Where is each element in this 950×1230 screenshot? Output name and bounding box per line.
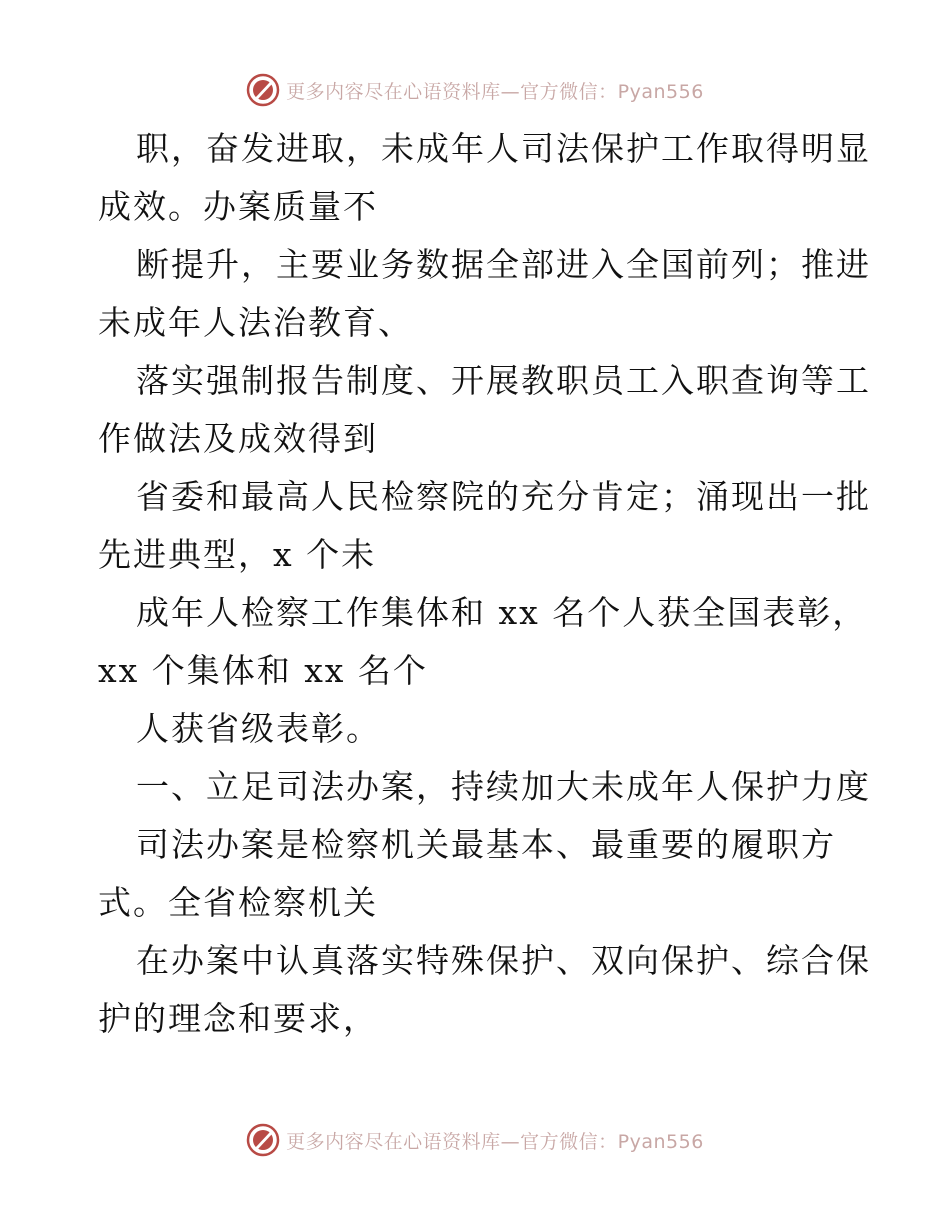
body-line: 先进典型，x 个未	[98, 535, 377, 574]
watermark-text: 更多内容尽在心语资料库—官方微信：Pyan556	[286, 1130, 704, 1153]
body-line: 护的理念和要求，	[98, 999, 378, 1038]
body-line: 作做法及成效得到	[98, 419, 378, 458]
body-line: 成效。办案质量不	[98, 187, 378, 226]
document-body	[98, 120, 871, 1048]
body-line: 成年人检察工作集体和 xx 名个人获全国表彰，	[136, 593, 868, 632]
body-line: 断提升，主要业务数据全部进入全国前列；推进	[136, 245, 871, 284]
section-heading: 一、立足司法办案，持续加大未成年人保护力度	[136, 767, 871, 806]
pen-logo-icon	[246, 73, 280, 107]
footer-watermark	[0, 1120, 950, 1160]
body-line: xx 个集体和 xx 名个	[98, 651, 428, 690]
body-line: 人获省级表彰。	[136, 709, 381, 748]
body-line: 在办案中认真落实特殊保护、双向保护、综合保	[136, 941, 871, 980]
body-line: 落实强制报告制度、开展教职员工入职查询等工	[136, 361, 871, 400]
body-line: 未成年人法治教育、	[98, 303, 413, 342]
body-line: 司法办案是检察机关最基本、最重要的履职方	[136, 825, 836, 864]
header-watermark	[0, 70, 950, 110]
pen-logo-icon	[246, 1123, 280, 1157]
body-line: 式。全省检察机关	[98, 883, 378, 922]
watermark-text: 更多内容尽在心语资料库—官方微信：Pyan556	[286, 80, 704, 103]
body-line: 省委和最高人民检察院的充分肯定；涌现出一批	[136, 477, 871, 516]
body-line: 职，奋发进取，未成年人司法保护工作取得明显	[136, 129, 871, 168]
